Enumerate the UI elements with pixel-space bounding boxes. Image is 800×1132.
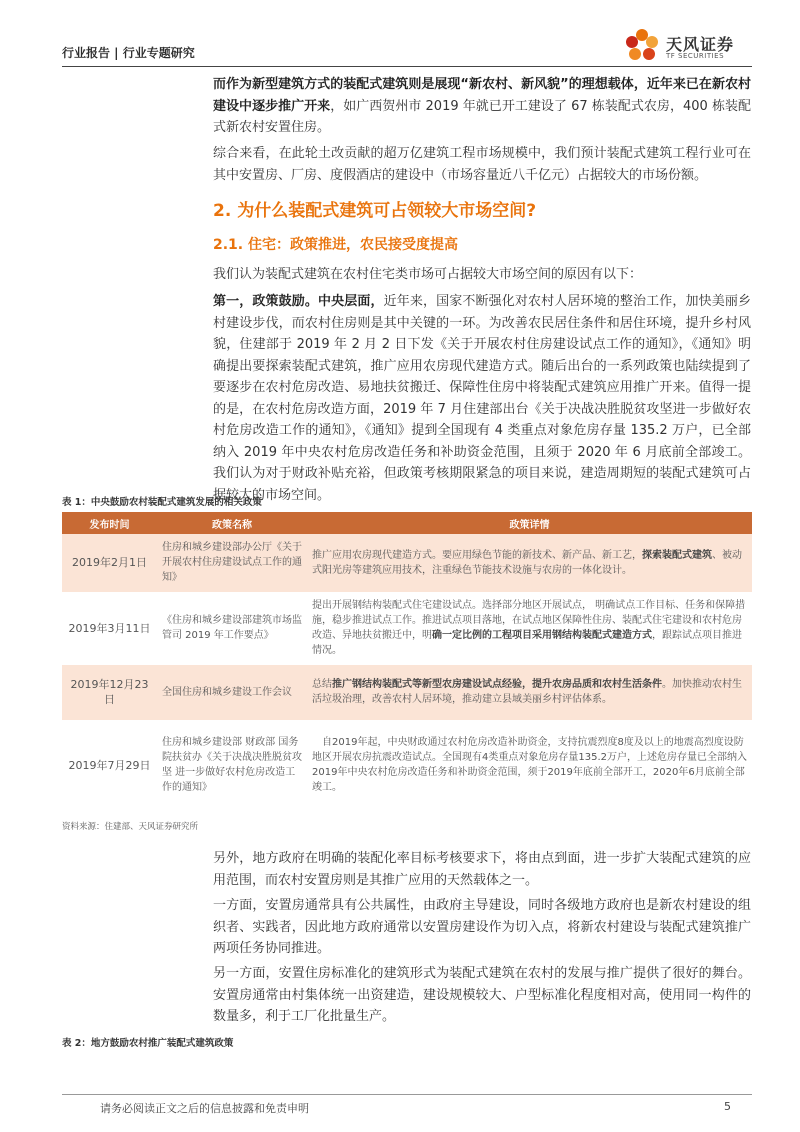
table-row: [62, 534, 752, 592]
table-1: [62, 512, 752, 811]
footer-divider: [62, 1094, 752, 1095]
company-logo: [622, 26, 752, 66]
detail-text: 。加快推动农村生活垃圾治理，改善农村人居环境，推动建立县域美丽乡村评估体系。: [312, 679, 742, 705]
paragraph-1-bold: 而作为新型建筑方式的装配式建筑则是展现“新农村、新风貌”的理想载体，近年来已在新农村建设中逐步推广开来: [213, 77, 751, 114]
footer-disclaimer: 请务必阅读正文之后的信息披露和免责申明: [100, 1102, 309, 1115]
detail-bold: 探索装配式建筑: [642, 549, 712, 561]
detail-text: 提出开展钢结构装配式住宅建设试点。选择部分地区开展试点， 明确试点工作目标、任务和保障措施，稳步推进试点工作。推进试点项目落地，在试点地区保障性住房、装配式住宅建设和农村危房改造、异地扶贫搬迁中，明: [312, 600, 746, 641]
table-header-date: 发布时间: [62, 512, 157, 534]
table-row: [62, 720, 752, 810]
table-cell-name: 住房和城乡建设部办公厅《关于开展农村住房建设试点工作的通知》: [157, 534, 307, 592]
table-1-source: 资料来源：住建部、天风证券研究所: [62, 822, 199, 832]
paragraph-3: 我们认为装配式建筑在农村住宅类市场可占据较大市场空间的原因有以下：: [213, 267, 643, 282]
section-heading-2: 2. 为什么装配式建筑可占领较大市场空间?: [213, 201, 537, 221]
table-header-detail: 政策详情: [307, 512, 752, 534]
subsection-heading-2-1: 2.1. 住宅：政策推进，农民接受度提高: [213, 237, 458, 253]
paragraph-6: 一方面，安置房通常具有公共属性，由政府主导建设，同时各级地方政府也是新农村建设的组织者、实践者，因此地方政府通常以安置房建设作为切入点，将新农村建设与装配式建筑推广两项任务协同推进。: [213, 898, 751, 956]
paragraph-4: [213, 291, 751, 506]
detail-text: 推广应用农房现代建造方式。要应用绿色节能的新技术、新产品、新工艺，: [312, 549, 642, 561]
table-1-caption: 表 1：中央鼓励农村装配式建筑发展的相关政策: [62, 497, 262, 508]
page-number: 5: [724, 1100, 731, 1113]
table-cell-name: 全国住房和城乡建设工作会议: [157, 664, 307, 720]
detail-bold: 确一定比例的工程项目采用钢结构装配式建造方式: [432, 630, 652, 641]
table-header-row: [62, 512, 752, 534]
paragraph-7: 另一方面，安置住房标准化的建筑形式为装配式建筑在农村的发展与推广提供了很好的舞台。安置房通常由村集体统一出资建造，建设规模较大、户型标准化程度相对高，使用同一构件的数量多，利于工厂化批量生产。: [213, 966, 751, 1024]
detail-text: ，跟踪试点项目推进情况。: [312, 630, 742, 656]
logo-text-cn: 天风证券: [666, 35, 735, 54]
table-cell-date: 2019年7月29日: [62, 720, 157, 810]
logo-text-en: TF SECURITIES: [666, 52, 725, 60]
report-category: 行业报告 | 行业专题研究: [62, 46, 195, 60]
table-cell-date: 2019年12月23日: [62, 664, 157, 720]
table-cell-date: 2019年2月1日: [62, 534, 157, 592]
paragraph-1: [213, 74, 751, 139]
header-divider: [62, 66, 752, 67]
table-row: [62, 664, 752, 720]
paragraph-1-rest: ，如广西贺州市 2019 年就已开工建设了 67 栋装配式农房，400 栋装配式新农村安置住房。: [213, 98, 751, 135]
paragraph-2: 综合来看，在此轮土改贡献的超万亿建筑工程市场规模中，我们预计装配式建筑工程行业可在其中安置房、厂房、度假酒店的建设中（市场容量近八千亿元）占据较大的市场份额。: [213, 146, 751, 183]
table-cell-detail: [307, 720, 752, 810]
table-cell-date: 2019年3月11日: [62, 592, 157, 664]
table-2-caption: 表 2：地方鼓励农村推广装配式建筑政策: [62, 1038, 234, 1049]
table-cell-detail: [307, 534, 752, 592]
table-cell-name: 《住房和城乡建设部建筑市场监管司 2019 年工作要点》: [157, 592, 307, 664]
table-cell-name: 住房和城乡建设部 财政部 国务院扶贫办《关于决战决胜脱贫攻坚 进一步做好农村危房改造工作的通知》: [157, 720, 307, 810]
table-row: [62, 592, 752, 664]
table-cell-detail: [307, 592, 752, 664]
table-header-name: 政策名称: [157, 512, 307, 534]
paragraph-4-rest: 近年来，国家不断强化对农村人居环境的整治工作，加快美丽乡村建设步伐，而农村住房则是其中关键的一环。为改善农民居住条件和居住环境，提升乡村风貌，住建部于 2019 年 2 月 2 日下发《关于开展农村住房建设试点工作的通知》，《通知》明确提出要探索装配式建筑，推广应用农房现代建造方式。随后出台的一系列政策也陆续提到了要逐步在农村危房改造、易地扶贫搬迁、保障性住房中将装配式建筑应用推广开来。值得一提的是，在农村危房改造方面，2019 年 7 月住建部出台《关于决战决胜脱贫攻坚进一步做好农村危房改造工作的通知》，《通知》提到全国现有 4 类重点对象危房存量 135.2 万户，已全部纳入 2019 年中央农村危房改造任务和补助资金范围，且须于 2020 年 6 月底前全部竣工。我们认为对于财政补贴充裕，但政策考核期限紧急的项目来说，建造周期短的装配式建筑可占据较大的市场空间。: [213, 294, 751, 503]
detail-text: 自2019年起，中央财政通过农村危房改造补助资金，支持抗震烈度8度及以上的地震高烈度设防地区开展农房抗震改造试点。全国现有4类重点对象危房存量135.2万户，上述危房存量已全部纳入2019年中央农村危房改造任务和补助资金范围，须于2019年底前全部开工，2020年6月底前全部竣工。: [312, 737, 747, 793]
detail-bold: 推广钢结构装配式等新型农房建设试点经验，提升农房品质和农村生活条件: [332, 679, 662, 690]
detail-text: 、被动式阳光房等建筑应用技术，注重绿色节能技术设施与农房的一体化设计。: [312, 549, 742, 576]
paragraph-5: 另外，地方政府在明确的装配化率目标考核要求下，将由点到面，进一步扩大装配式建筑的应用范围，而农村安置房则是其推广应用的天然载体之一。: [213, 851, 751, 888]
detail-text: 总结: [312, 679, 332, 690]
paragraph-4-bold: 第一，政策鼓励。中央层面，: [213, 294, 384, 309]
table-cell-detail: [307, 664, 752, 720]
flower-logo-icon: [622, 26, 662, 66]
